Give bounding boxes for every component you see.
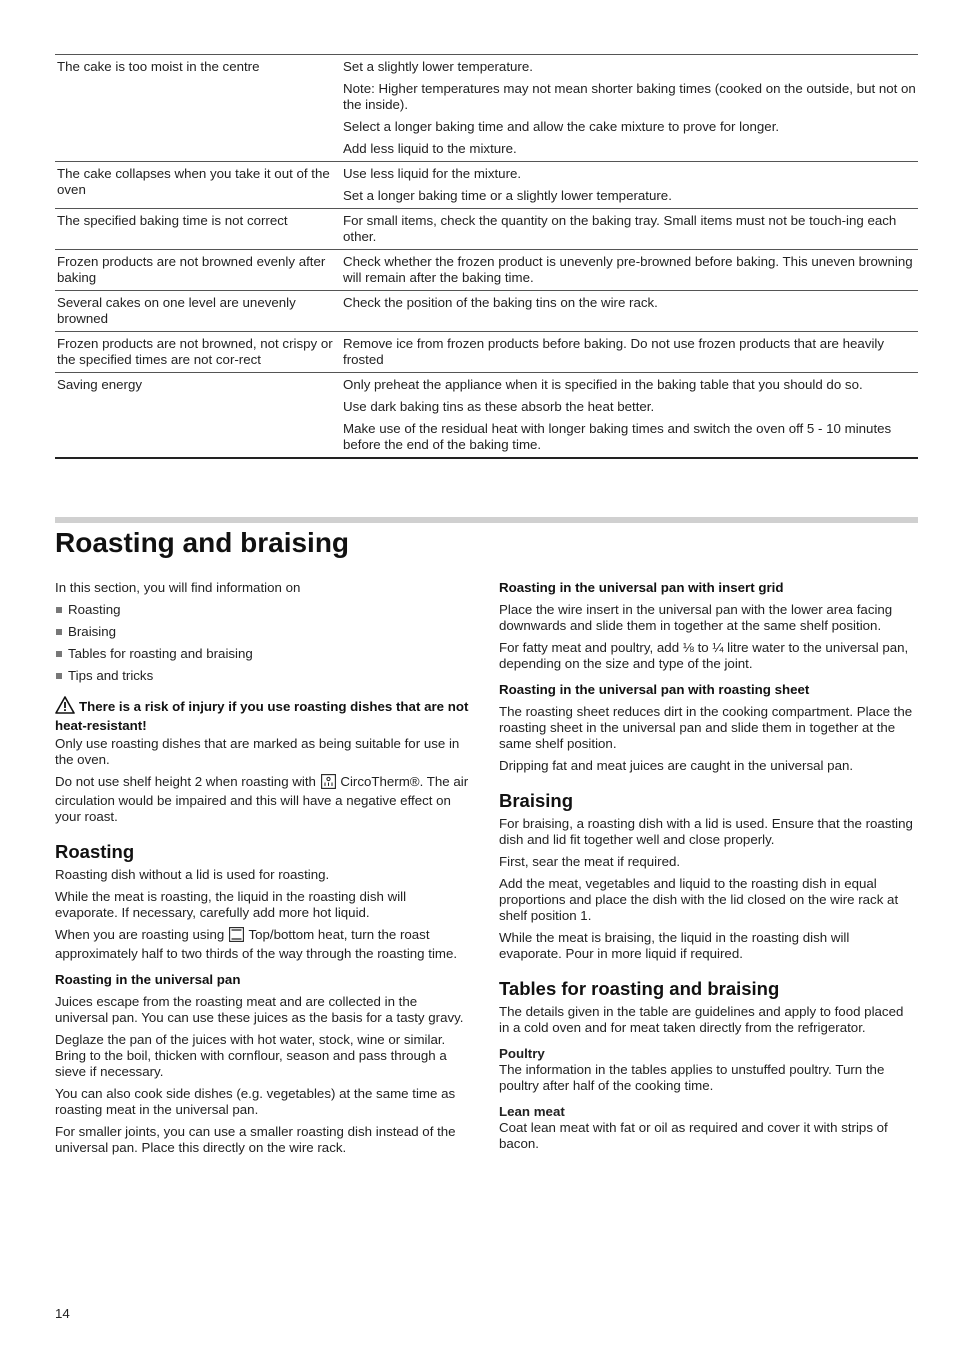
paragraph: While the meat is braising, the liquid in the roasting dish will evaporate. Pour in more liquid if required. bbox=[499, 930, 850, 961]
insert-grid-heading: Roasting in the universal pan with insert grid bbox=[499, 580, 784, 595]
remedy-text: Use dark baking tins as these absorb the heat better. bbox=[343, 399, 655, 414]
remedy-text: Remove ice from frozen products before baking. Do not use frozen products that are heavily frosted bbox=[343, 336, 885, 367]
intro-text: In this section, you will find information on bbox=[55, 580, 301, 595]
remedy-cell bbox=[343, 211, 918, 245]
paragraph: The roasting sheet reduces dirt in the cooking compartment. Place the roasting sheet in the universal pan and slide them in together at the same shelf position. bbox=[499, 704, 913, 751]
paragraph: Place the wire insert in the universal pan with the lower area facing downwards and slide them in together at the same shelf position. bbox=[499, 602, 893, 633]
shelf-warning-text: Do not use shelf height 2 when roasting with CircoTherm®. The air circulation would be impaired and this will have a negative effect on your roast. bbox=[55, 774, 469, 824]
paragraph: Coat lean meat with fat or oil as required and cover it with strips of bacon. bbox=[499, 1120, 888, 1151]
remedy-cell bbox=[343, 252, 918, 286]
remedy-text: Check whether the frozen product is unevenly pre-browned before baking. This uneven browning will remain after the baking time. bbox=[343, 254, 913, 285]
troubleshooting-table bbox=[55, 54, 918, 459]
tables-heading: Tables for roasting and braising bbox=[499, 978, 780, 999]
list-item: Braising bbox=[55, 624, 471, 640]
remedy-cell bbox=[343, 293, 918, 327]
warning-text: Only use roasting dishes that are marked as being suitable for use in the oven. bbox=[55, 736, 460, 767]
roasting-heading: Roasting bbox=[55, 841, 135, 862]
remedy-text: Check the position of the baking tins on the wire rack. bbox=[343, 295, 658, 310]
table-row bbox=[55, 208, 918, 249]
remedy-text: Select a longer baking time and allow the cake mixture to prove for longer. bbox=[343, 119, 780, 134]
list-item: Roasting bbox=[55, 602, 471, 618]
problem-cell: Several cakes on one level are unevenly browned bbox=[57, 295, 296, 326]
problem-cell: Frozen products are not browned evenly after baking bbox=[57, 254, 326, 285]
remedy-cell bbox=[343, 334, 918, 368]
paragraph: First, sear the meat if required. bbox=[499, 854, 681, 869]
table-row bbox=[55, 331, 918, 372]
table-row bbox=[55, 55, 918, 161]
page-number: 14 bbox=[55, 1306, 70, 1321]
top-bottom-heat-icon bbox=[229, 927, 244, 946]
paragraph: When you are roasting using Top/bottom heat, turn the roast approximately half to two thirds of the way through the roasting time. bbox=[55, 927, 458, 961]
table-row bbox=[55, 161, 918, 208]
remedy-cell bbox=[343, 375, 918, 453]
table-row bbox=[55, 372, 918, 457]
problem-cell: The specified baking time is not correct bbox=[57, 213, 288, 228]
braising-heading: Braising bbox=[499, 790, 574, 811]
right-column bbox=[499, 580, 915, 1158]
paragraph: Dripping fat and meat juices are caught in the universal pan. bbox=[499, 758, 854, 773]
remedy-text: Make use of the residual heat with longer baking times and switch the oven off 5 - 10 minutes before the end of the baking time. bbox=[343, 421, 892, 452]
poultry-label: Poultry bbox=[499, 1046, 545, 1061]
list-item: Tips and tricks bbox=[55, 668, 471, 684]
problem-cell: Saving energy bbox=[57, 377, 143, 392]
remedy-text: Set a longer baking time or a slightly lower temperature. bbox=[343, 188, 672, 203]
paragraph: You can also cook side dishes (e.g. vegetables) at the same time as roasting meat in the universal pan. bbox=[55, 1086, 456, 1117]
problem-cell: The cake is too moist in the centre bbox=[57, 59, 260, 74]
paragraph: Roasting dish without a lid is used for roasting. bbox=[55, 867, 330, 882]
roasting-sheet-heading: Roasting in the universal pan with roasting sheet bbox=[499, 682, 810, 697]
remedy-text: Set a slightly lower temperature. bbox=[343, 59, 533, 74]
paragraph: Deglaze the pan of the juices with hot water, stock, wine or similar. Bring to the boil, thicken with cornflour, season and pass through a sieve if necessary. bbox=[55, 1032, 447, 1079]
section-title: Roasting and braising bbox=[55, 527, 350, 558]
paragraph: Add the meat, vegetables and liquid to the roasting dish in equal proportions and place the dish with the lid closed on the wire rack at shelf position 1. bbox=[499, 876, 899, 923]
circotherm-icon bbox=[321, 774, 336, 793]
warning-heading bbox=[55, 696, 471, 734]
topic-list bbox=[55, 602, 471, 684]
left-column bbox=[55, 580, 471, 1162]
universal-pan-heading: Roasting in the universal pan bbox=[55, 972, 241, 987]
remedy-text: Note: Higher temperatures may not mean shorter baking times (cooked on the outside, but not on the inside). bbox=[343, 81, 916, 112]
table-row bbox=[55, 290, 918, 331]
remedy-text: Use less liquid for the mixture. bbox=[343, 166, 522, 181]
paragraph: While the meat is roasting, the liquid in the roasting dish will evaporate. If necessary, carefully add more hot liquid. bbox=[55, 889, 407, 920]
table-row bbox=[55, 249, 918, 290]
paragraph: For fatty meat and poultry, add ⅛ to ¼ litre water to the universal pan, depending on the size and type of the joint. bbox=[499, 640, 909, 671]
paragraph: The information in the tables applies to unstuffed poultry. Turn the poultry after half of the cooking time. bbox=[499, 1062, 885, 1093]
remedy-text: Only preheat the appliance when it is specified in the baking table that you should do so. bbox=[343, 377, 863, 392]
remedy-text: Add less liquid to the mixture. bbox=[343, 141, 517, 156]
paragraph: The details given in the table are guidelines and apply to food placed in a cold oven and for meat taken directly from the refrigerator. bbox=[499, 1004, 904, 1035]
warning-triangle-icon bbox=[55, 696, 75, 718]
problem-cell: The cake collapses when you take it out of the oven bbox=[57, 166, 330, 197]
remedy-text: For small items, check the quantity on the baking tray. Small items must not be touch-ing each other. bbox=[343, 213, 897, 244]
lean-meat-label: Lean meat bbox=[499, 1104, 565, 1119]
remedy-cell bbox=[343, 164, 918, 204]
remedy-cell bbox=[343, 57, 918, 157]
warning-title: There is a risk of injury if you use roasting dishes that are not heat-resistant! bbox=[55, 699, 469, 733]
list-item: Tables for roasting and braising bbox=[55, 646, 471, 662]
problem-cell: Frozen products are not browned, not crispy or the specified times are not cor-rect bbox=[57, 336, 333, 367]
paragraph: For braising, a roasting dish with a lid is used. Ensure that the roasting dish and lid fit together well and close properly. bbox=[499, 816, 913, 847]
paragraph: For smaller joints, you can use a smaller roasting dish instead of the universal pan. Place this directly on the wire rack. bbox=[55, 1124, 456, 1155]
paragraph: Juices escape from the roasting meat and are collected in the universal pan. You can use these juices as the basis for a tasty gravy. bbox=[55, 994, 464, 1025]
